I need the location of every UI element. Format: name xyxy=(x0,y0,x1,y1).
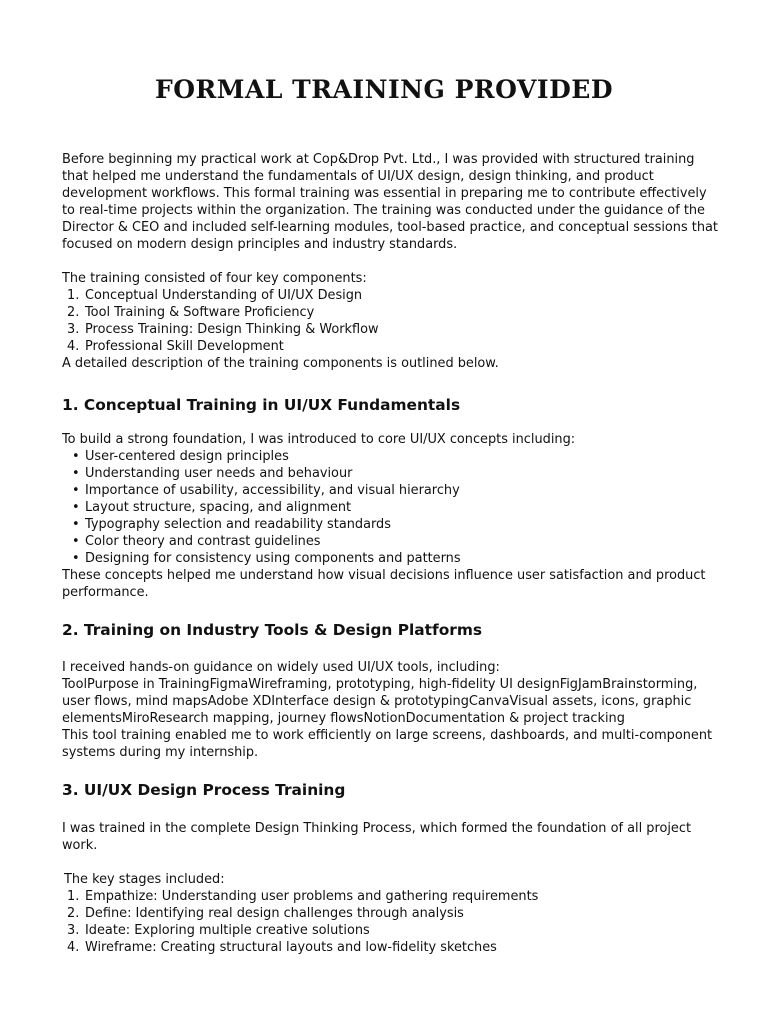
list-item xyxy=(62,922,724,939)
section-2-body xyxy=(62,659,722,761)
list-item xyxy=(62,287,722,304)
list-item xyxy=(62,321,722,338)
list-item-text: Understanding user needs and behaviour xyxy=(85,466,353,481)
list-item xyxy=(62,482,722,499)
list-item xyxy=(62,905,724,922)
list-item-text: Wireframe: Creating structural layouts and low-fidelity sketches xyxy=(85,940,497,955)
section-2-line: systems during my internship. xyxy=(62,745,259,760)
list-item xyxy=(62,533,722,550)
list-number: 3. xyxy=(67,322,80,337)
list-item xyxy=(62,516,722,533)
page-title: FORMAL TRAINING PROVIDED xyxy=(155,75,613,104)
list-item-text: Tool Training & Software Proficiency xyxy=(85,305,315,320)
list-number: 1. xyxy=(67,889,80,904)
intro-line: that helped me understand the fundamentals of UI/UX design, design thinking, and product xyxy=(62,169,654,184)
list-item xyxy=(62,550,722,567)
list-item xyxy=(62,304,722,321)
section-3-heading: 3. UI/UX Design Process Training xyxy=(62,781,346,799)
bullet-icon: • xyxy=(72,449,80,464)
list-item-text: Ideate: Exploring multiple creative solutions xyxy=(85,923,370,938)
list-item-text: User-centered design principles xyxy=(85,449,289,464)
stages-list xyxy=(62,888,724,956)
list-item xyxy=(62,888,724,905)
intro-line: Director & CEO and included self-learning modules, tool-based practice, and conceptual sessions that xyxy=(62,220,718,235)
section-1-bullet-list xyxy=(62,448,722,567)
intro-line: focused on modern design principles and industry standards. xyxy=(62,237,458,252)
list-item xyxy=(62,465,722,482)
list-number: 3. xyxy=(67,923,80,938)
section-1-heading: 1. Conceptual Training in UI/UX Fundamentals xyxy=(62,396,461,414)
bullet-icon: • xyxy=(72,534,80,549)
section-3-intro-line: work. xyxy=(62,838,98,853)
list-item-text: Define: Identifying real design challenges through analysis xyxy=(85,906,464,921)
list-item-text: Conceptual Understanding of UI/UX Design xyxy=(85,288,363,303)
list-item xyxy=(62,499,722,516)
bullet-icon: • xyxy=(72,483,80,498)
intro-line: development workflows. This formal training was essential in preparing me to contribute effectively xyxy=(62,186,707,201)
components-intro: The training consisted of four key components: xyxy=(62,271,367,286)
section-3-intro-line: I was trained in the complete Design Thinking Process, which formed the foundation of all project xyxy=(62,821,691,836)
list-item xyxy=(62,338,722,355)
list-item-text: Importance of usability, accessibility, and visual hierarchy xyxy=(85,483,460,498)
section-1-body xyxy=(62,431,722,601)
bullet-icon: • xyxy=(72,500,80,515)
components-list xyxy=(62,287,722,355)
list-number: 1. xyxy=(67,288,80,303)
list-item-text: Color theory and contrast guidelines xyxy=(85,534,321,549)
section-2-line: I received hands-on guidance on widely used UI/UX tools, including: xyxy=(62,660,500,675)
list-item-text: Layout structure, spacing, and alignment xyxy=(85,500,352,515)
section-2-line: user flows, mind mapsAdobe XDInterface design & prototypingCanvaVisual assets, icons, graphic xyxy=(62,694,692,709)
intro-line: Before beginning my practical work at Cop&Drop Pvt. Ltd., I was provided with structured training xyxy=(62,152,695,167)
list-item-text: Designing for consistency using components and patterns xyxy=(85,551,461,566)
list-number: 2. xyxy=(67,906,80,921)
section-2-line: This tool training enabled me to work efficiently on large screens, dashboards, and multi-component xyxy=(62,728,713,743)
list-number: 4. xyxy=(67,940,80,955)
list-number: 2. xyxy=(67,305,80,320)
list-item xyxy=(62,448,722,465)
bullet-icon: • xyxy=(72,466,80,481)
section-3-stages xyxy=(64,871,724,956)
section-1-outro-line: performance. xyxy=(62,585,149,600)
section-1-outro-line: These concepts helped me understand how visual decisions influence user satisfaction and product xyxy=(62,568,706,583)
intro-paragraph xyxy=(62,151,722,253)
components-outro: A detailed description of the training components is outlined below. xyxy=(62,356,499,371)
list-item-text: Process Training: Design Thinking & Workflow xyxy=(85,322,379,337)
list-number: 4. xyxy=(67,339,80,354)
stages-intro: The key stages included: xyxy=(64,872,225,887)
list-item-text: Empathize: Understanding user problems and gathering requirements xyxy=(85,889,539,904)
list-item xyxy=(62,939,724,956)
section-3-intro xyxy=(62,820,722,854)
section-1-intro: To build a strong foundation, I was introduced to core UI/UX concepts including: xyxy=(62,432,576,447)
bullet-icon: • xyxy=(72,517,80,532)
section-2-line: ToolPurpose in TrainingFigmaWireframing, prototyping, high-fidelity UI designFigJamBrainstorming, xyxy=(62,677,698,692)
components-block xyxy=(62,270,722,372)
bullet-icon: • xyxy=(72,551,80,566)
list-item-text: Professional Skill Development xyxy=(85,339,284,354)
list-item-text: Typography selection and readability standards xyxy=(85,517,391,532)
intro-line: to real-time projects within the organization. The training was conducted under the guidance of the xyxy=(62,203,705,218)
section-2-heading: 2. Training on Industry Tools & Design Platforms xyxy=(62,621,483,639)
section-2-line: elementsMiroResearch mapping, journey flowsNotionDocumentation & project tracking xyxy=(62,711,625,726)
